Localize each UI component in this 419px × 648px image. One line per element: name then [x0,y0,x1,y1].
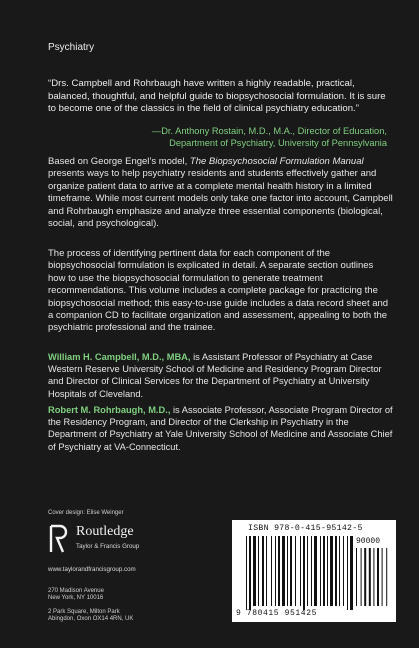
barcode-bar [258,536,259,606]
publisher-url: www.taylorandfrancisgroup.com [48,566,136,573]
description-paragraph-2: The process of identifying pertinent data for each component of the biopsychosocial formulation is explicated in detail. A separate section outlines how to use the biopsychosocial formulation to generate treatment recommendations. This volume includes a complete package for practicing the biopsychosocial method; this easy-to-use guide includes a data record sheet and a companion CD to facilitate organization and assessment, appealing to both the psychiatric professional and the trainee. [48,248,389,334]
barcode-bar [278,536,280,606]
author-bio-campbell [48,351,393,400]
barcode-bar [246,536,247,610]
barcode-bar [262,536,264,606]
author-bio-text: is Associate Professor, Associate Program Director of the Residency Program, and Director of the Clerkship in Psychiatry in the Department of Psychiatry at Yale University School of Medicine and Associate Chief of Psychiatry at VA-Connecticut. [48,405,393,452]
barcode-bar [295,536,296,606]
barcode-addon-bar [377,548,379,606]
barcode-addon-bar [356,548,357,606]
description-text: presents ways to help psychiatry residents and students effectively gather and organize patient data to arrive at a complete mental health history in a limited timeframe. While most current models only take one factor into account, Campbell and Rohrbaugh emphasize and analyze three essential components (biological, social, and psychological). [48,168,393,230]
author-bio-rohrbaugh [48,404,393,453]
barcode-bar [249,536,251,610]
barcode-addon-bar [361,548,362,606]
description-text: Based on George Engel’s model, [48,156,190,167]
barcode-bar [343,536,344,606]
publisher-address-us [48,588,104,602]
barcode-bar [314,536,317,606]
barcode-panel [232,520,396,622]
barcode-bar [320,536,321,606]
barcode-bar [253,536,256,606]
endorsement-quote: “Drs. Campbell and Rohrbaugh have written a highly readable, practical, balanced, thoughtful, and helpful guide to biopsychosocial formulation. It is sure to become one of the classics in the field of clinical psychiatry education.” [48,78,386,115]
barcode-bar [287,536,288,606]
address-line: New York, NY 10016 [48,595,104,602]
cover-design-credit: Cover design: Elise Weinger [48,510,124,516]
publisher-address-uk [48,609,133,623]
category-label: Psychiatry [48,42,95,53]
barcode-addon-bar [373,548,374,606]
barcode-bar [271,536,272,606]
barcode-bar [290,536,292,606]
barcode-graphic [232,520,396,622]
barcode-bar [266,536,267,606]
barcode-bar [282,536,285,606]
publisher-name: Routledge [76,524,134,539]
barcode-number: 9 780415 951425 [236,609,318,618]
barcode-addon-bar [369,548,371,606]
attribution-line-2: Department of Psychiatry, University of Pennsylvania [169,138,387,149]
attribution-line-1: —Dr. Anthony Rostain, M.D., M.A., Director of Education, [151,126,387,136]
barcode-bar [303,536,305,610]
book-title: The Biopsychosocial Formulation Manual [189,156,364,167]
barcode-addon-bar [386,548,387,606]
barcode-bar [311,536,312,606]
address-line: 270 Madison Avenue [48,588,104,594]
publisher-group: Taylor & Francis Group [76,543,140,550]
endorsement-attribution [97,125,387,150]
barcode-bar [300,536,301,606]
barcode-bar [327,536,328,606]
address-line: Abingdon, Oxon OX14 4RN, UK [48,616,134,623]
barcode-bar [330,536,333,606]
author-name: Robert M. Rohrbaugh, M.D., [48,405,171,415]
author-bio-text: is Assistant Professor of Psychiatry at Case Western Reserve University School of Medicine and Residency Program Director and Director of Clinical Services for the Department of Psychiatry at University Hospitals of Cleveland. [48,352,382,399]
barcode-bar [347,536,348,610]
address-line: 2 Park Square, Milton Park [48,609,120,615]
routledge-logo-icon [48,524,68,554]
barcode-bar [275,536,276,606]
barcode-bar [335,536,337,606]
barcode-bar [323,536,325,606]
barcode-addon-bar [364,548,366,606]
barcode-addon-bar [382,548,383,606]
author-name: William H. Campbell, M.D., MBA, [48,352,191,362]
barcode-bar [350,536,353,610]
isbn-label: ISBN 978-0-415-95142-5 [248,524,363,533]
description-paragraph-1 [48,156,393,230]
barcode-bar [339,536,340,606]
barcode-addon-number: 90000 [356,537,381,546]
barcode-bar [307,536,308,606]
